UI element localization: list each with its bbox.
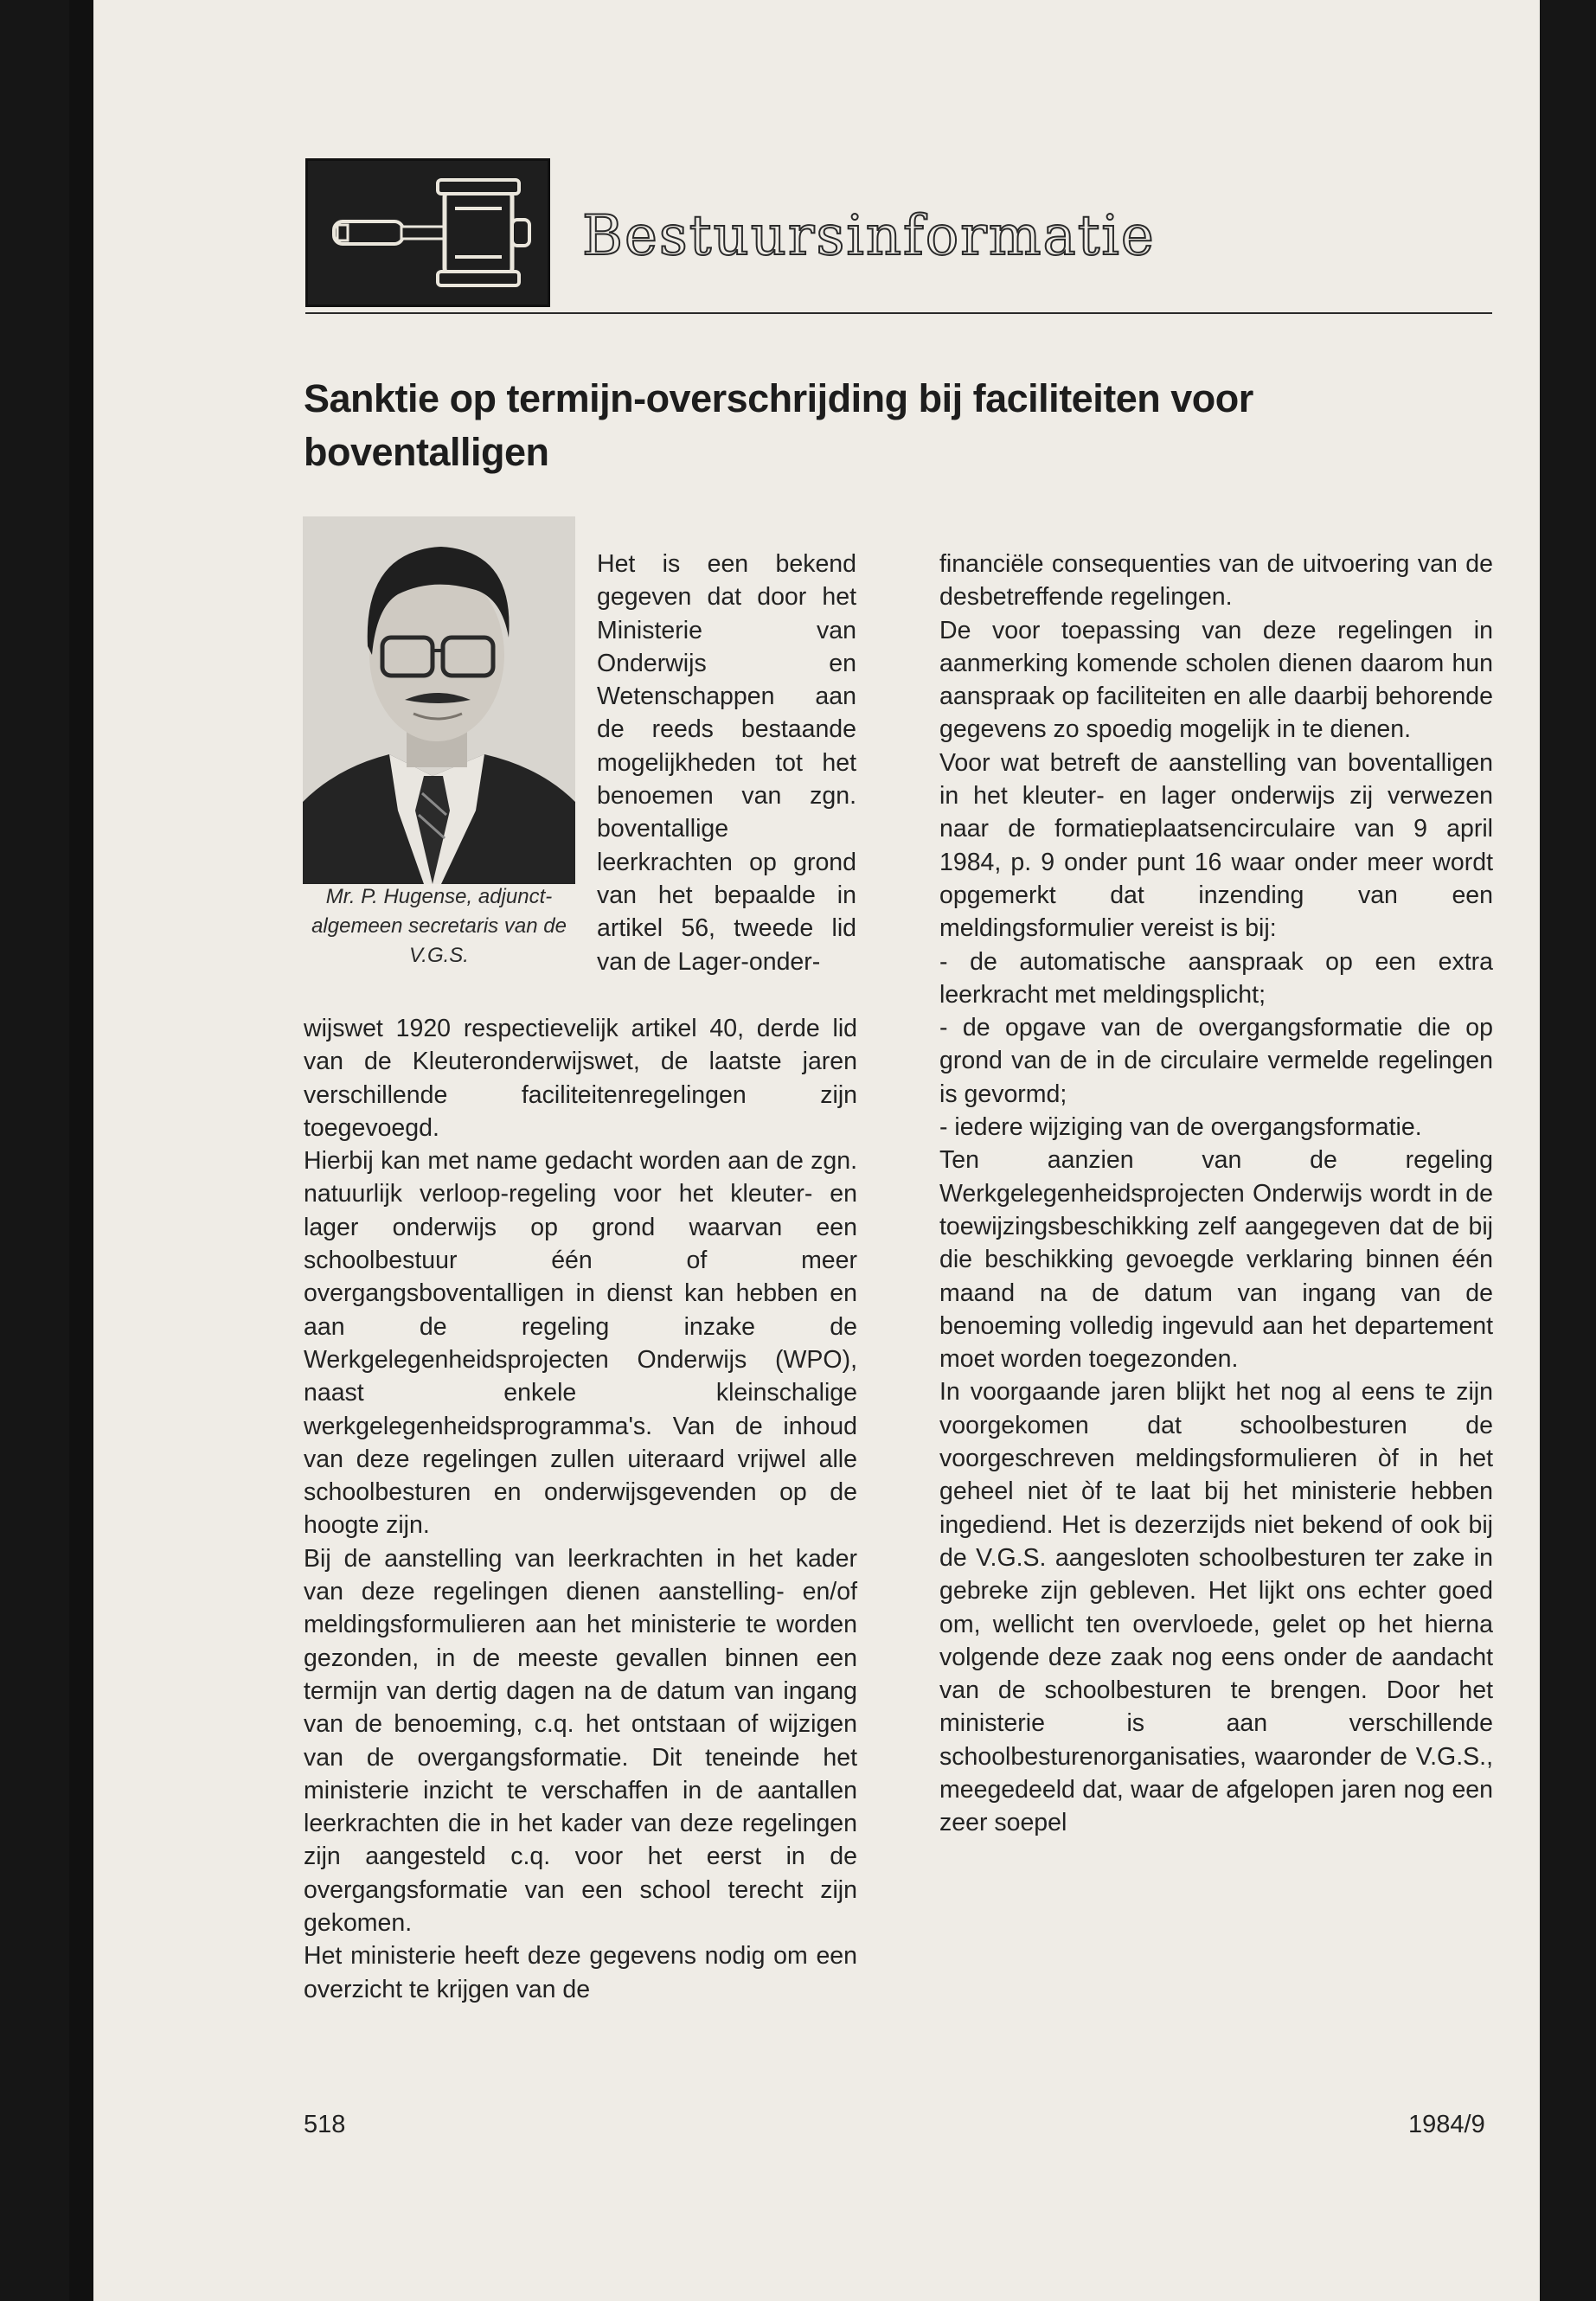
column-1-body	[304, 1012, 857, 2006]
magazine-page	[69, 0, 1540, 2301]
article-headline: Sanktie op termijn-overschrijding bij faciliteiten voor boventalligen	[304, 376, 1253, 474]
paragraph: Het ministerie heeft deze gegevens nodig om een overzicht te krijgen van de	[304, 1942, 857, 2003]
list-item: - de opgave van de overgangsformatie die op grond van de in de circulaire vermelde regelingen is gevormd;	[939, 1014, 1493, 1108]
list-item: - de automatische aanspraak op een extra leerkracht met meldingsplicht;	[939, 947, 1493, 1009]
section-title: Bestuursinformatie	[582, 204, 1156, 268]
column-1-intro	[597, 548, 856, 978]
paragraph: In voorgaande jaren blijkt het nog al eens te zijn voorgekomen dat schoolbesturen de voorgeschreven meldingsformulieren òf in het geheel niet òf te laat bij het ministerie hebben ingediend. Het is dezerzijds niet bekend of ook bij de V.G.S. aangesloten schoolbesturen ter zake in gebreke zijn gebleven. Het lijkt ons echter goed om, wellicht ten overvloede, gelet op het hierna volgende deze zaak nog eens onder de aandacht van de schoolbesturen te brengen. Door het ministerie is aan verschillende schoolbesturenorganisaties, waaronder de V.G.S., meegedeeld dat, waar de afgelopen jaren nog een zeer soepel	[939, 1378, 1493, 1837]
paragraph: Hierbij kan met name gedacht worden aan de zgn. natuurlijk verloop-regeling voor het kleuter- en lager onderwijs op grond waarvan een schoolbestuur één of meer overgangsboventalligen in dienst kan hebben en aan de regeling inzake de Werkgelegenheidsprojecten Onderwijs (WPO), naast enkele kleinschalige werkgelegenheidsprogramma's. Van de inhoud van deze regelingen zullen uiteraard vrijwel alle schoolbesturen en onderwijsgevenden op de hoogte zijn.	[304, 1147, 857, 1540]
photo-caption: Mr. P. Hugense, adjunct-algemeen secretaris van de V.G.S.	[311, 885, 567, 967]
paragraph: Voor wat betreft de aanstelling van boventalligen in het kleuter- en lager onderwijs zij verwezen naar de formatieplaatsencirculaire van 9 april 1984, p. 9 onder punt 16 waar onder meer wordt opgemerkt dat inzending van een meldingsformulier vereist is bij:	[939, 748, 1493, 943]
paragraph: financiële consequenties van de uitvoering van de desbetreffende regelingen.	[939, 550, 1493, 612]
paragraph: Ten aanzien van de regeling Werkgelegenheidsprojecten Onderwijs wordt in de toewijzingsbeschikking zelf aangegeven dat de bij die beschikking gevoegde verklaring binnen één maand na de datum van ingang van de benoeming volledig ingevuld aan het departement moet worden toegezonden.	[939, 1146, 1493, 1374]
issue-number: 1984/9	[1408, 2111, 1485, 2138]
author-photo	[303, 516, 575, 884]
column-2-body	[939, 548, 1493, 1840]
list-item: - iedere wijziging van de overgangsformatie.	[939, 1113, 1422, 1142]
page-number: 518	[304, 2111, 346, 2138]
paragraph: De voor toepassing van deze regelingen in aanmerking komende scholen dienen daarom hun aanspraak op faciliteiten en alle daarbij behorende gegevens zo spoedig mogelijk in te dienen.	[939, 616, 1493, 744]
gavel-icon	[305, 158, 550, 307]
section-header	[305, 154, 1499, 314]
paragraph: Het is een bekend gegeven dat door het Ministerie van Onderwijs en Wetenschappen aan de reeds bestaande mogelijkheden tot het benoemen van zgn. boventallige leerkrachten op grond van het bepaalde in artikel 56, tweede lid van de Lager-onder-	[597, 550, 856, 976]
header-divider	[305, 312, 1492, 314]
paragraph: Bij de aanstelling van leerkrachten in het kader van deze regelingen dienen aanstelling- en/of meldingsformulieren aan het ministerie te worden gezonden, in de meeste gevallen binnen een termijn van dertig dagen na de datum van ingang van de benoeming, c.q. het ontstaan of wijzigen van de overgangsformatie. Dit teneinde het ministerie inzicht te verschaffen in de aantallen leerkrachten die in het kader van deze regelingen zijn aangesteld c.q. voor het eerst in de overgangsformatie van een school terecht zijn gekomen.	[304, 1544, 857, 1938]
paragraph: wijswet 1920 respectievelijk artikel 40, derde lid van de Kleuteronderwijswet, de laatste jaren verschillende faciliteitenregelingen zijn toegevoegd.	[304, 1015, 857, 1142]
